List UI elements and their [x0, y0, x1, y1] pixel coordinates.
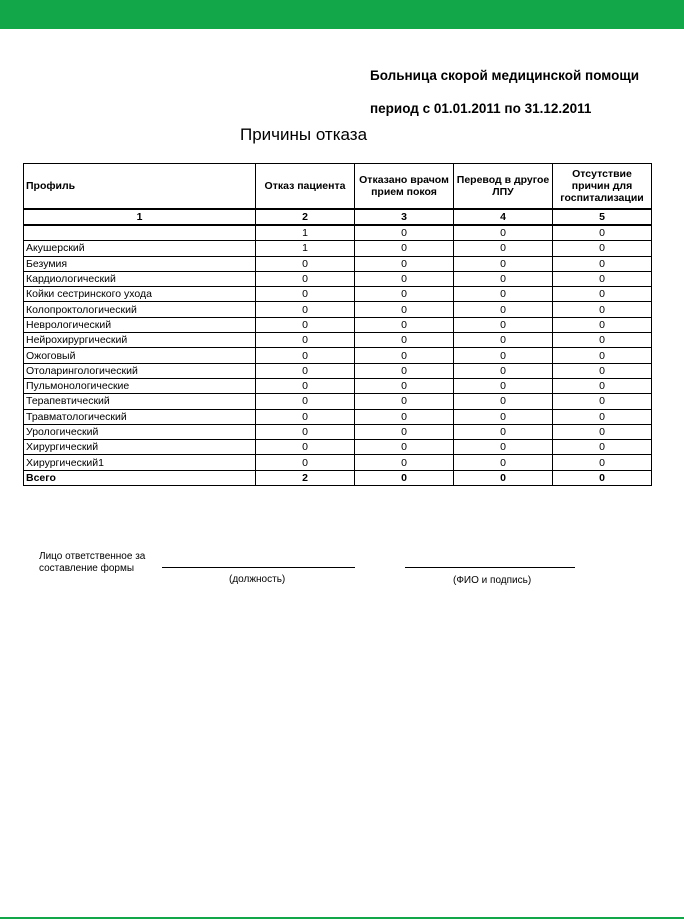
table-row [24, 317, 652, 332]
value-cell: 0 [454, 317, 553, 332]
value-cell: 0 [553, 256, 652, 271]
value-cell: 0 [553, 378, 652, 393]
value-cell: 0 [553, 440, 652, 455]
value-cell: 0 [553, 287, 652, 302]
value-cell: 0 [355, 333, 454, 348]
profile-cell: Нейрохирургический [24, 333, 256, 348]
value-cell: 0 [355, 455, 454, 470]
value-cell: 0 [454, 409, 553, 424]
value-cell: 0 [553, 363, 652, 378]
responsible-label-line2: составление формы [39, 563, 135, 574]
value-cell: 0 [355, 424, 454, 439]
value-cell: 0 [355, 317, 454, 332]
value-cell: 0 [256, 378, 355, 393]
value-cell: 0 [256, 287, 355, 302]
column-number: 4 [454, 209, 553, 225]
table-header-row [24, 164, 652, 210]
value-cell: 0 [256, 424, 355, 439]
profile-cell: Хирургический1 [24, 455, 256, 470]
column-number: 2 [256, 209, 355, 225]
table-row [24, 394, 652, 409]
value-cell: 0 [256, 256, 355, 271]
value-cell: 0 [256, 317, 355, 332]
table-row [24, 440, 652, 455]
value-cell: 0 [553, 409, 652, 424]
value-cell: 0 [256, 333, 355, 348]
value-cell: 0 [454, 363, 553, 378]
value-cell: 0 [454, 333, 553, 348]
value-cell: 0 [553, 271, 652, 286]
table-row [24, 363, 652, 378]
value-cell: 0 [454, 394, 553, 409]
column-header-profile: Профиль [24, 164, 256, 210]
hospital-name: Больница скорой медицинской помощи [370, 68, 640, 83]
table-row [24, 378, 652, 393]
value-cell: 0 [553, 225, 652, 241]
table-row [24, 424, 652, 439]
value-cell: 0 [256, 455, 355, 470]
profile-cell: Травматологический [24, 409, 256, 424]
value-cell: 0 [454, 287, 553, 302]
value-cell: 0 [355, 409, 454, 424]
profile-cell: Неврологический [24, 317, 256, 332]
value-cell: 0 [355, 302, 454, 317]
table-row [24, 271, 652, 286]
table-row [24, 409, 652, 424]
table-row [24, 455, 652, 470]
value-cell: 0 [355, 363, 454, 378]
column-header-doctor-refusal: Отказано врачом прием покоя [355, 164, 454, 210]
value-cell: 0 [553, 394, 652, 409]
profile-cell: Безумия [24, 256, 256, 271]
value-cell: 0 [454, 378, 553, 393]
column-number: 1 [24, 209, 256, 225]
value-cell: 0 [256, 302, 355, 317]
name-signature-line [405, 567, 575, 568]
profile-cell: Кардиологический [24, 271, 256, 286]
value-cell: 1 [256, 241, 355, 256]
column-header-no-reason: Отсутствие причин для госпитализации [553, 164, 652, 210]
value-cell: 0 [355, 287, 454, 302]
value-cell: 0 [553, 302, 652, 317]
responsible-person-label [39, 551, 145, 575]
report-period: период с 01.01.2011 по 31.12.2011 [370, 101, 592, 116]
value-cell: 0 [454, 440, 553, 455]
value-cell: 0 [355, 256, 454, 271]
profile-cell: Койки сестринского ухода [24, 287, 256, 302]
value-cell: 0 [355, 271, 454, 286]
value-cell: 0 [256, 409, 355, 424]
table-total-row [24, 470, 652, 485]
column-number: 5 [553, 209, 652, 225]
value-cell: 0 [355, 225, 454, 241]
total-doctor-refusal: 0 [355, 470, 454, 485]
table-row [24, 241, 652, 256]
column-number: 3 [355, 209, 454, 225]
report-title: Причины отказа [240, 125, 368, 144]
table-row [24, 225, 652, 241]
profile-cell [24, 225, 256, 241]
value-cell: 0 [355, 378, 454, 393]
total-no-reason: 0 [553, 470, 652, 485]
total-patient-refusal: 2 [256, 470, 355, 485]
value-cell: 0 [454, 256, 553, 271]
top-banner [0, 0, 684, 29]
value-cell: 0 [454, 271, 553, 286]
total-label: Всего [24, 470, 256, 485]
profile-cell: Колопроктологический [24, 302, 256, 317]
responsible-label-line1: Лицо ответственное за [39, 551, 146, 562]
column-header-patient-refusal: Отказ пациента [256, 164, 355, 210]
value-cell: 0 [454, 455, 553, 470]
profile-cell: Ожоговый [24, 348, 256, 363]
table-row [24, 302, 652, 317]
value-cell: 1 [256, 225, 355, 241]
value-cell: 0 [553, 348, 652, 363]
value-cell: 0 [355, 348, 454, 363]
value-cell: 0 [553, 424, 652, 439]
value-cell: 0 [355, 241, 454, 256]
column-header-transfer: Перевод в другое ЛПУ [454, 164, 553, 210]
profile-cell: Хирургический [24, 440, 256, 455]
value-cell: 0 [256, 348, 355, 363]
value-cell: 0 [454, 225, 553, 241]
column-number-row [24, 209, 652, 225]
value-cell: 0 [454, 348, 553, 363]
table-body [24, 225, 652, 470]
value-cell: 0 [355, 440, 454, 455]
value-cell: 0 [454, 241, 553, 256]
value-cell: 0 [256, 271, 355, 286]
table-row [24, 333, 652, 348]
profile-cell: Терапевтический [24, 394, 256, 409]
total-transfer: 0 [454, 470, 553, 485]
position-signature-line [162, 567, 355, 568]
profile-cell: Пульмонологические [24, 378, 256, 393]
name-caption: (ФИО и подпись) [453, 575, 532, 586]
value-cell: 0 [256, 394, 355, 409]
refusal-reasons-table [23, 163, 652, 486]
value-cell: 0 [256, 363, 355, 378]
table-row [24, 256, 652, 271]
position-caption: (должность) [229, 574, 286, 585]
value-cell: 0 [454, 302, 553, 317]
table-row [24, 348, 652, 363]
value-cell: 0 [553, 455, 652, 470]
profile-cell: Урологический [24, 424, 256, 439]
table-row [24, 287, 652, 302]
profile-cell: Отоларингологический [24, 363, 256, 378]
value-cell: 0 [454, 424, 553, 439]
value-cell: 0 [553, 317, 652, 332]
profile-cell: Акушерский [24, 241, 256, 256]
value-cell: 0 [553, 333, 652, 348]
value-cell: 0 [355, 394, 454, 409]
value-cell: 0 [256, 440, 355, 455]
value-cell: 0 [553, 241, 652, 256]
